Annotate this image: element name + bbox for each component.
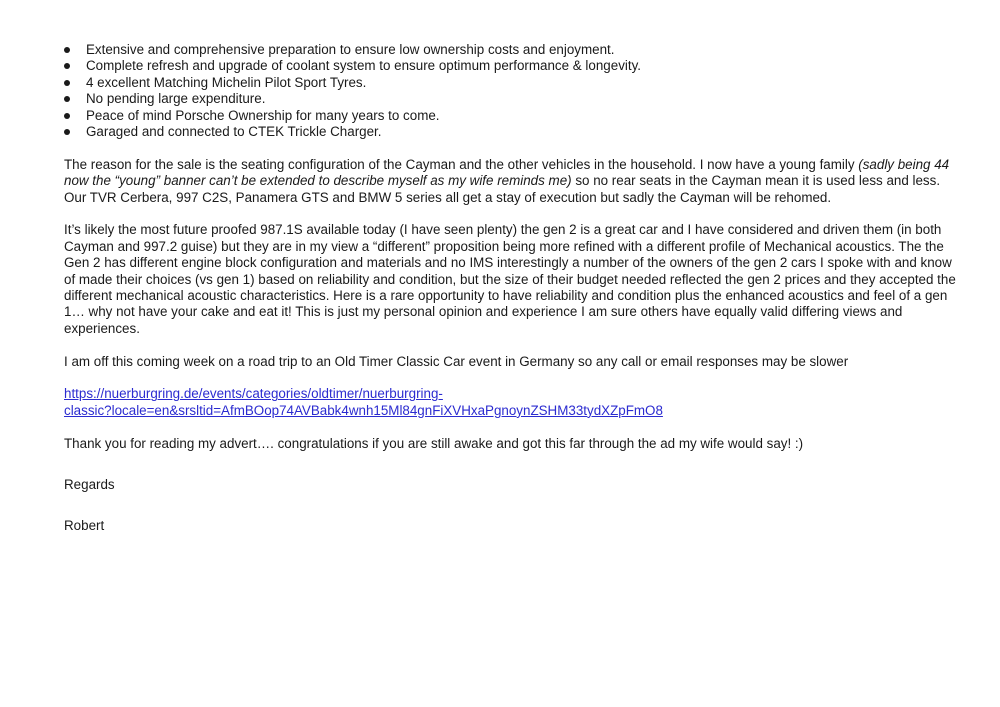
list-item-text: Garaged and connected to CTEK Trickle Charger. bbox=[86, 123, 382, 139]
thank-you-paragraph: Thank you for reading my advert…. congratulations if you are still awake and got this far through the ad my wife would say! :) bbox=[64, 435, 804, 451]
list-item bbox=[64, 42, 964, 58]
event-link[interactable] bbox=[64, 386, 663, 417]
event-link-block bbox=[64, 386, 964, 419]
bullet-icon bbox=[64, 47, 70, 53]
sale-reason-aside: (sadly being 44 now the “young” banner can’t be extended to describe myself as my wife reminds me) bbox=[64, 156, 950, 189]
list-item bbox=[64, 58, 964, 74]
road-trip-paragraph: I am off this coming week on a road trip to an Old Timer Classic Car event in Germany so any call or email responses may be slower bbox=[64, 353, 849, 369]
bullet-icon bbox=[64, 63, 70, 69]
bullet-icon bbox=[64, 113, 70, 119]
sale-reason-text-end: so no rear seats in the Cayman mean it is used less and less. Our TVR Cerbera, 997 C2S, Panamera GTS and BMW 5 series all get a stay of execution but sadly the Cayman will be rehomed. bbox=[64, 173, 941, 205]
signature-name: Robert bbox=[64, 518, 105, 534]
sale-reason-text-start: The reason for the sale is the seating configuration of the Cayman and the other vehicles in the household. I now have a young family bbox=[64, 156, 859, 172]
list-item-text: Peace of mind Porsche Ownership for many years to come. bbox=[86, 107, 440, 123]
list-item-text: Extensive and comprehensive preparation to ensure low ownership costs and enjoyment. bbox=[86, 42, 615, 57]
event-link-line-1: https://nuerburgring.de/events/categories/oldtimer/nuerburgring- bbox=[64, 386, 443, 402]
list-item-text: No pending large expenditure. bbox=[86, 91, 266, 107]
generation-comparison-paragraph: It’s likely the most future proofed 987.1S available today (I have seen plenty) the gen 2 is a great car and I have considered and driven them (in both Cayman and 997.2 guise) but they are in my view a “different” proposition being more refined with a different profile of Mechanical acoustics. The the Gen 2 has different engine block configuration and materials and no IMS interestingly a number of the owners of the gen 2 cars I spoke with and know of made their choices (vs gen 1) based on reliability and condition, but the size of their budget needed reflected the gen 2 prices and they accepted the different mechanical acoustic characteristics. Here is a rare opportunity to have reliability and condition plus the enhanced acoustics and feel of a gen 1… why not have your cake and eat it! This is just my personal opinion and experience I am sure others have equally valid differing views and experiences. bbox=[64, 222, 956, 336]
event-link-line-2: classic?locale=en&srsltid=AfmBOop74AVBabk4wnh15Ml84gnFiXVHxaPgnoynZSHM33tydXZpFmO8 bbox=[64, 402, 663, 418]
regards-text: Regards bbox=[64, 476, 115, 492]
document-page bbox=[64, 42, 964, 535]
bullet-icon bbox=[64, 80, 70, 86]
bullet-icon bbox=[64, 96, 70, 102]
list-item bbox=[64, 75, 964, 91]
list-item bbox=[64, 108, 964, 124]
list-item-text: 4 excellent Matching Michelin Pilot Sport Tyres. bbox=[86, 74, 367, 90]
feature-list bbox=[64, 42, 964, 140]
list-item bbox=[64, 124, 964, 140]
list-item-text: Complete refresh and upgrade of coolant system to ensure optimum performance & longevity. bbox=[86, 58, 642, 74]
sale-reason-paragraph bbox=[64, 157, 964, 206]
bullet-icon bbox=[64, 129, 70, 135]
list-item bbox=[64, 91, 964, 107]
